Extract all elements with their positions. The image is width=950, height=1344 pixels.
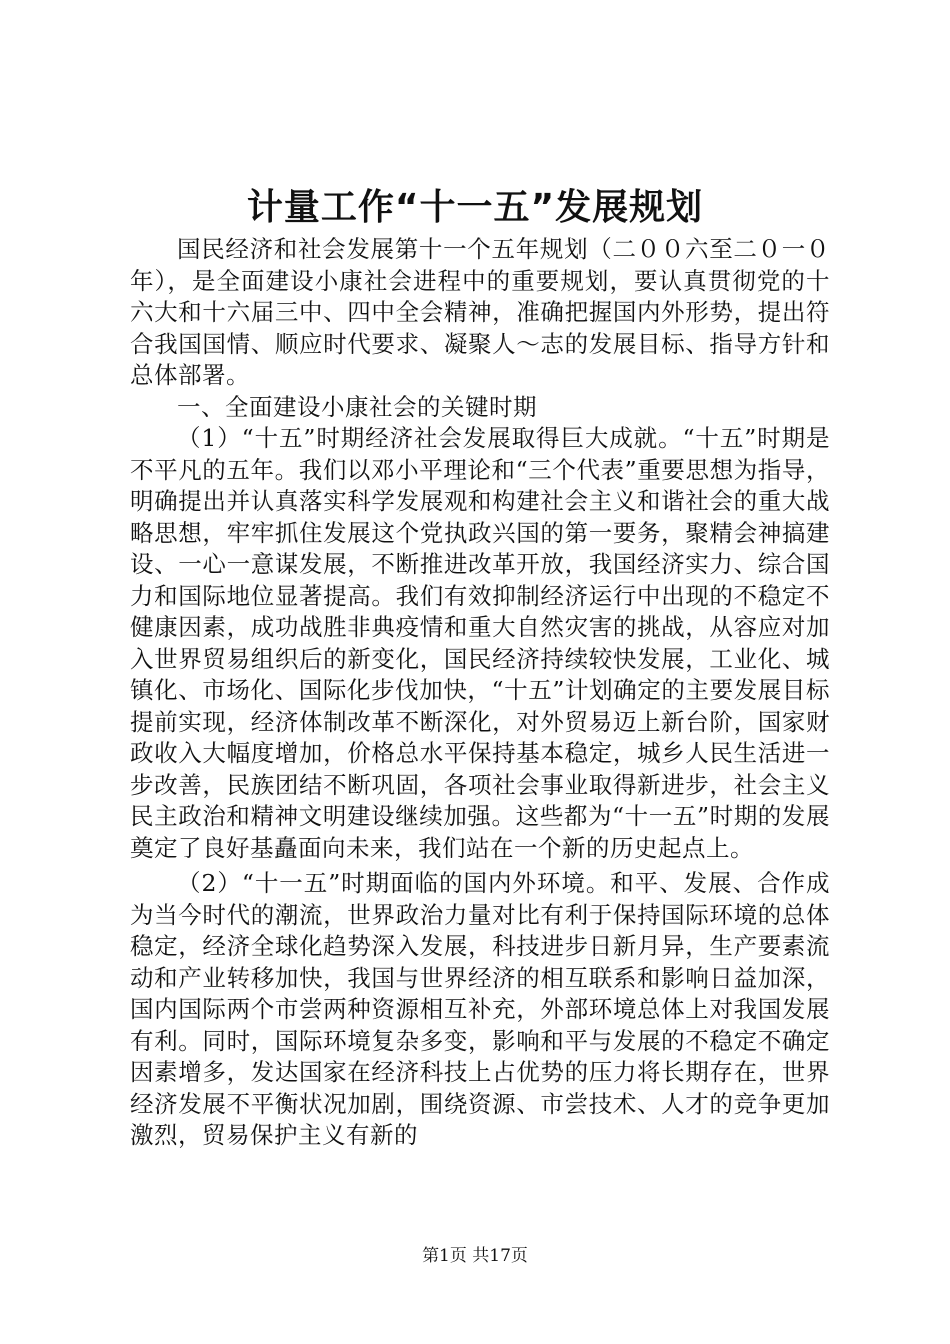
paragraph-2: （2）“十一五”时期面临的国内外环境。和平、发展、合作成为当今时代的潮流，世界政治力量对比有利于保持国际环境的总体稳定，经济全球化趋势深入发展，科技进步日新月异，生产要素流动和产业转移加快，我国与世界经济的相互联系和影响日益加深，国内国际两个市尝两种资源相互补充，外部环境总体上对我国发展有利。同时，国际环境复杂多变，影响和平与发展的不稳定不确定因素增多，发达国家在经济科技上占优势的压力将长期存在，世界经济发展不平衡状况加剧，围绕资源、市尝技术、人才的竞争更加激烈，贸易保护主义有新的 bbox=[130, 869, 830, 1149]
document-body bbox=[130, 234, 830, 1152]
page-number-footer: 第1页 共17页 bbox=[422, 1246, 528, 1266]
section-heading: 一、全面建设小康社会的关键时期 bbox=[177, 392, 537, 421]
paragraph-1: （1）“十五”时期经济社会发展取得巨大成就。“十五”时期是不平凡的五年。我们以邓小平理论和“三个代表”重要思想为指导，明确提出并认真落实科学发展观和构建社会主义和谐社会的重大战略思想，牢牢抓住发展这个党执政兴国的第一要务，聚精会神搞建设、一心一意谋发展，不断推进改革开放，我国经济实力、综合国力和国际地位显著提高。我们有效抑制经济运行中出现的不稳定不健康因素，成功战胜非典疫情和重大自然灾害的挑战，从容应对加入世界贸易组织后的新变化，国民经济持续较快发展，工业化、城镇化、市场化、国际化步伐加快，“十五”计划确定的主要发展目标提前实现，经济体制改革不断深化，对外贸易迈上新台阶，国家财政收入大幅度增加，价格总水平保持基本稳定，城乡人民生活进一步改善，民族团结不断巩固，各项社会事业取得新进步，社会主义民主政治和精神文明建设继续加强。这些都为“十一五”时期的发展奠定了良好基矗面向未来，我们站在一个新的历史起点上。 bbox=[130, 424, 830, 862]
document-title: 计量工作“十一五”发展规划 bbox=[246, 187, 704, 228]
intro-paragraph: 国民经济和社会发展第十一个五年规划（二００六至二０一０年），是全面建设小康社会进程中的重要规划，要认真贯彻党的十六大和十六届三中、四中全会精神，准确把握国内外形势，提出符合我国国情、顺应时代要求、凝聚人～志的发展目标、指导方针和总体部署。 bbox=[130, 235, 830, 389]
